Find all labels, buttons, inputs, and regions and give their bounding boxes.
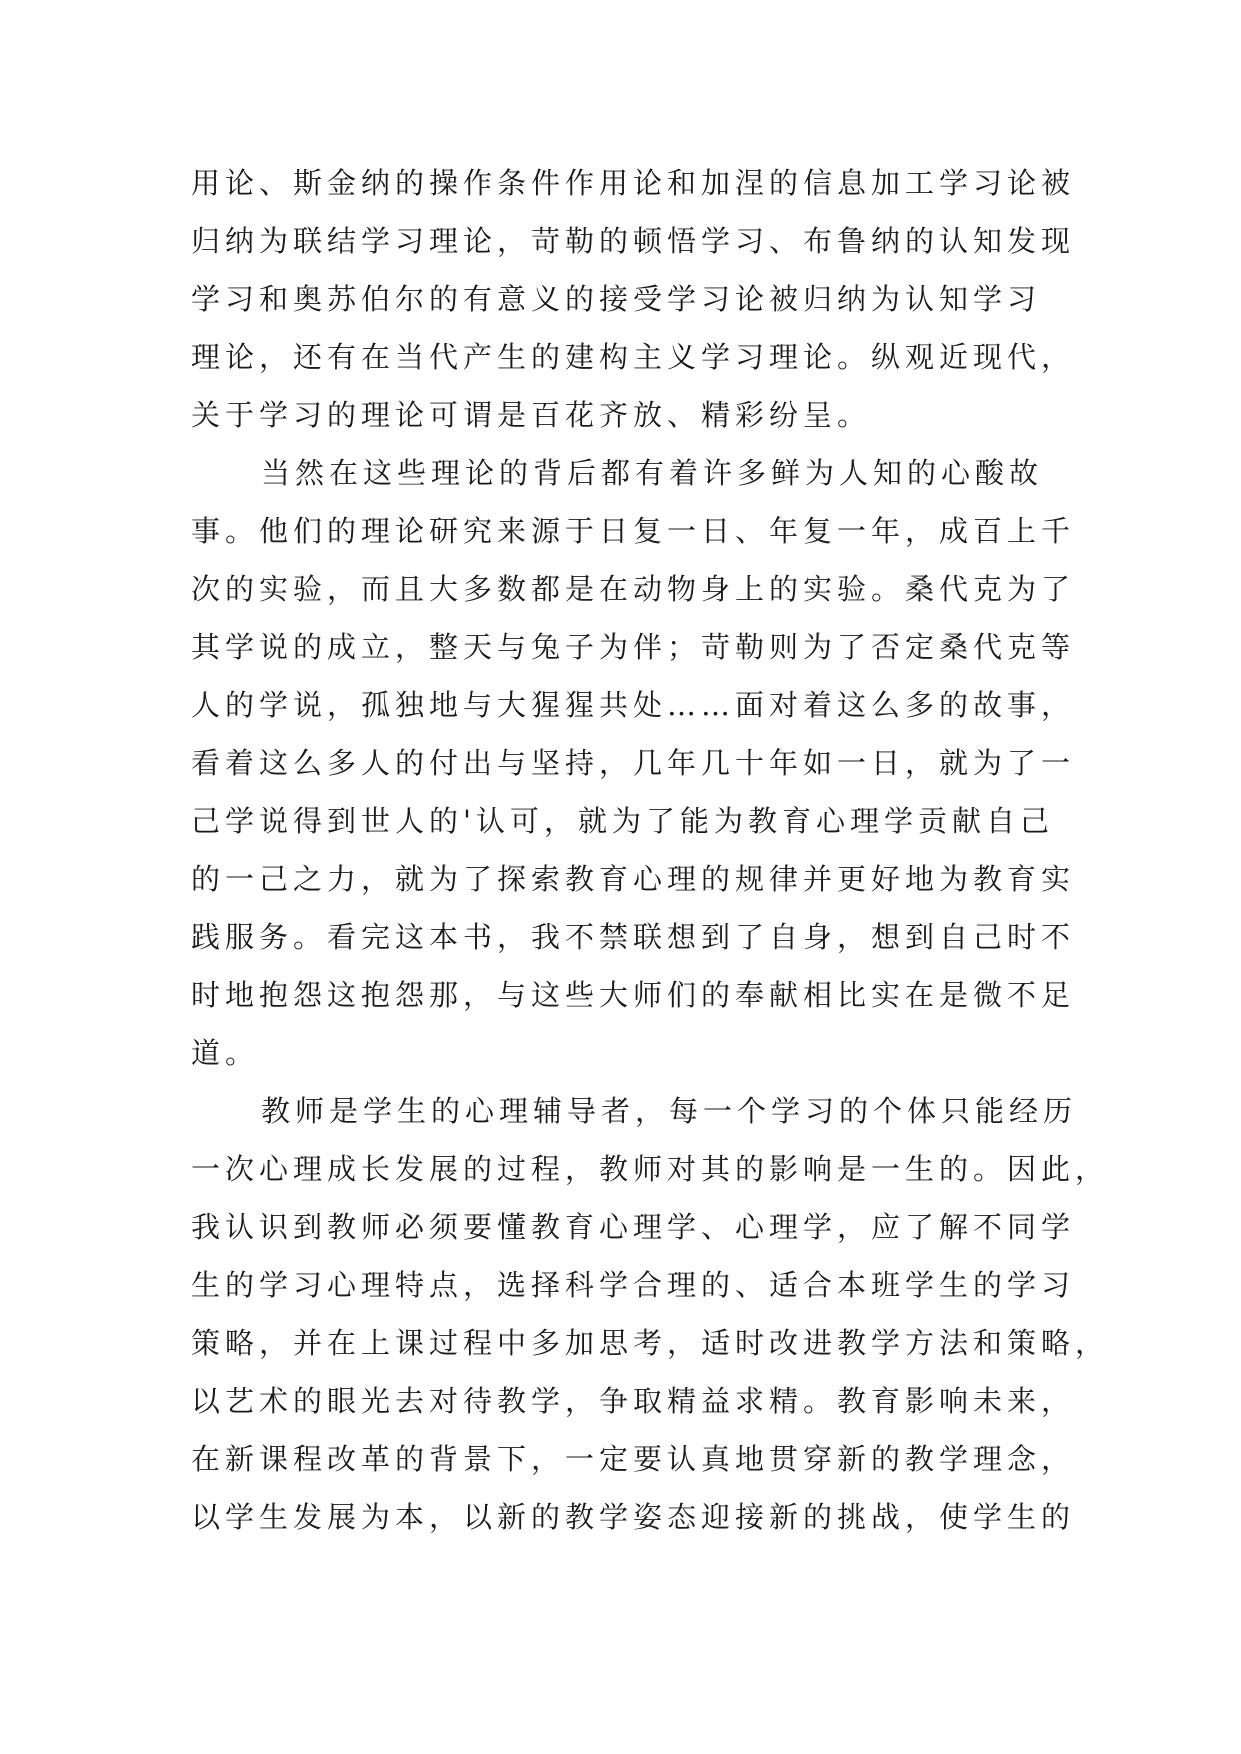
text-line: 其学说的成立，整天与兔子为伴；苛勒则为了否定桑代克等 (191, 630, 1076, 664)
text-line: 以学生发展为本，以新的教学姿态迎接新的挑战，使学生的 (191, 1500, 1076, 1534)
text-line: 时地抱怨这抱怨那，与这些大师们的奉献相比实在是微不足 (191, 978, 1076, 1012)
text-line: 事。他们的理论研究来源于日复一日、年复一年，成百上千 (191, 514, 1076, 548)
text-line: 策略，并在上课过程中多加思考，适时改进教学方法和策略， (191, 1326, 1110, 1360)
text-line: 在新课程改革的背景下，一定要认真地贯穿新的教学理念， (191, 1442, 1076, 1476)
text-line: 当然在这些理论的背后都有着许多鲜为人知的心酸故 (261, 456, 1044, 490)
text-line: 教师是学生的心理辅导者，每一个学习的个体只能经历 (261, 1094, 1078, 1128)
text-line: 践服务。看完这本书，我不禁联想到了自身，想到自己时不 (191, 920, 1076, 954)
text-line: 人的学说，孤独地与大猩猩共处……面对着这么多的故事， (191, 688, 1076, 722)
paragraph-2 (191, 444, 1076, 1082)
text-line: 学习和奥苏伯尔的有意义的接受学习论被归纳为认知学习 (191, 282, 1042, 316)
text-line: 以艺术的眼光去对待教学，争取精益求精。教育影响未来， (191, 1384, 1076, 1418)
paragraph-3 (191, 1082, 1110, 1546)
text-line: 用论、斯金纳的操作条件作用论和加涅的信息加工学习论被 (191, 166, 1076, 200)
text-line: 归纳为联结学习理论，苛勒的顿悟学习、布鲁纳的认知发现 (191, 224, 1076, 258)
text-line: 己学说得到世人的'认可，就为了能为教育心理学贡献自己 (191, 804, 1054, 838)
text-line: 理论，还有在当代产生的建构主义学习理论。纵观近现代， (191, 340, 1076, 374)
text-line: 次的实验，而且大多数都是在动物身上的实验。桑代克为了 (191, 572, 1076, 606)
text-line: 我认识到教师必须要懂教育心理学、心理学，应了解不同学 (191, 1210, 1076, 1244)
text-line: 一次心理成长发展的过程，教师对其的影响是一生的。因此， (191, 1152, 1110, 1186)
text-line: 道。 (191, 1036, 260, 1070)
text-line: 关于学习的理论可谓是百花齐放、精彩纷呈。 (191, 398, 872, 432)
text-line: 生的学习心理特点，选择科学合理的、适合本班学生的学习 (191, 1268, 1076, 1302)
body-text (191, 154, 1110, 1546)
paragraph-1 (191, 154, 1076, 444)
text-line: 的一己之力，就为了探索教育心理的规律并更好地为教育实 (191, 862, 1076, 896)
text-line: 看着这么多人的付出与坚持，几年几十年如一日，就为了一 (191, 746, 1076, 780)
